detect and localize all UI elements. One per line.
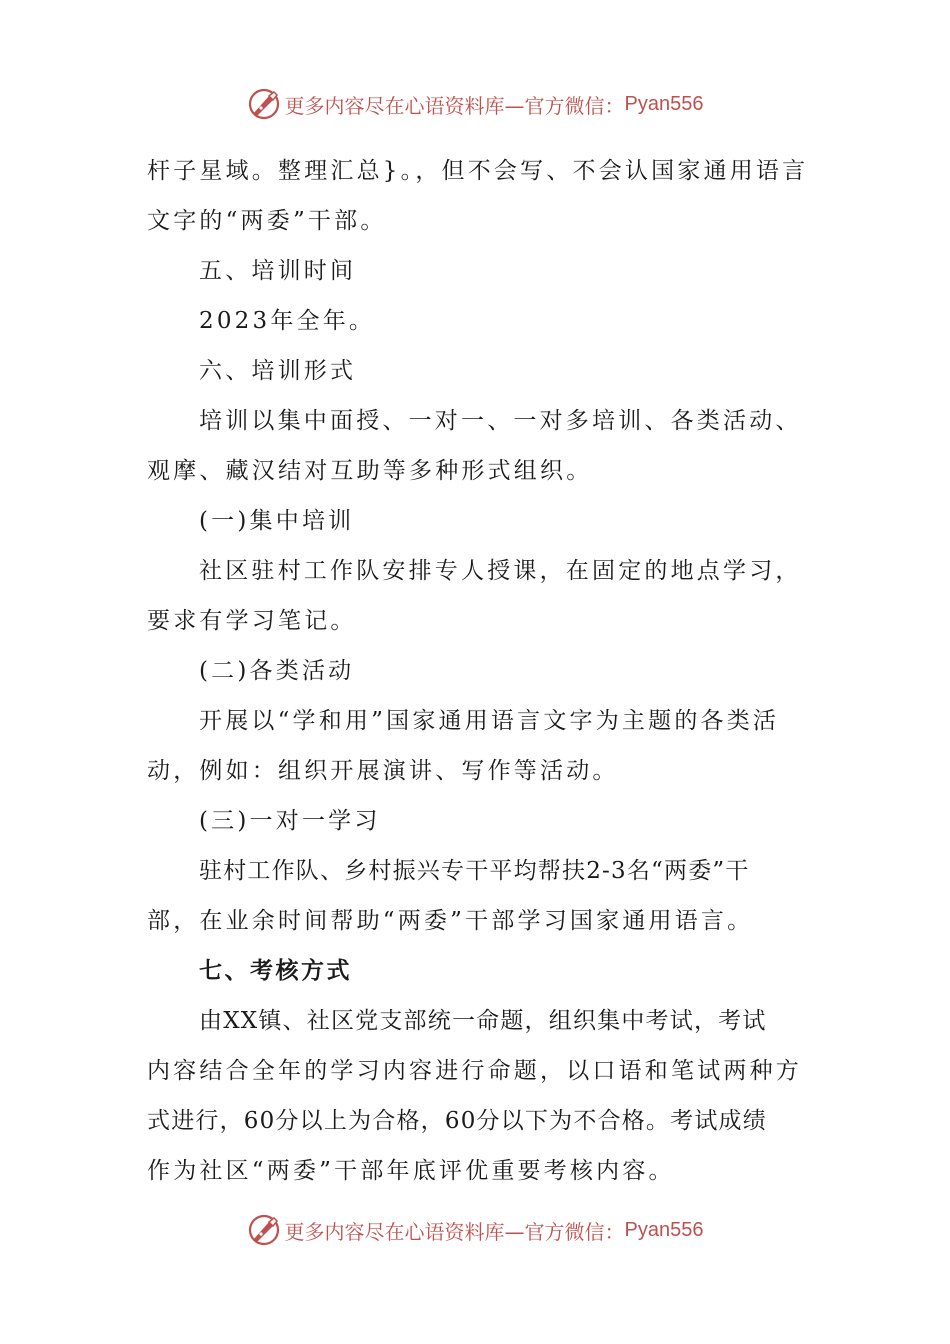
watermark-text: 更多内容尽在心语资料库—官方微信： xyxy=(284,93,625,118)
pen-nib-circle-icon xyxy=(247,1213,281,1247)
body-line: 驻村工作队、乡村振兴专干平均帮扶2-3名“两委”干 xyxy=(199,858,750,884)
footer-watermark xyxy=(0,1210,950,1250)
body-line: 社区驻村工作队安排专人授课，在固定的地点学习， xyxy=(199,558,802,584)
body-line: 2023年全年。 xyxy=(199,308,376,334)
subsection-heading-centralized: (一)集中培训 xyxy=(199,508,355,534)
watermark-wechat-id: Pyan556 xyxy=(624,1218,704,1241)
watermark-wechat-id: Pyan556 xyxy=(624,92,704,115)
body-line: 要求有学习笔记。 xyxy=(147,608,357,634)
body-line: 开展以“学和用”国家通用语言文字为主题的各类活 xyxy=(199,708,780,734)
body-line: 文字的“两委”干部。 xyxy=(147,208,387,234)
body-line: 动，例如：组织开展演讲、写作等活动。 xyxy=(147,758,619,784)
section-heading-training-form: 六、培训形式 xyxy=(199,358,357,384)
subsection-heading-activities: (二)各类活动 xyxy=(199,658,355,684)
body-line: 由XX镇、社区党支部统一命题，组织集中考试，考试 xyxy=(199,1008,767,1034)
watermark-text: 更多内容尽在心语资料库—官方微信： xyxy=(284,1219,625,1244)
pen-nib-circle-icon xyxy=(247,87,281,121)
body-line: 杆子星域。整理汇总}。，但不会写、不会认国家通用语言 xyxy=(147,158,809,184)
body-line: 部，在业余时间帮助“两委”干部学习国家通用语言。 xyxy=(147,908,754,934)
header-watermark xyxy=(0,84,950,124)
subsection-heading-one-on-one: (三)一对一学习 xyxy=(199,808,381,834)
body-line: 培训以集中面授、一对一、一对多培训、各类活动、 xyxy=(199,408,802,434)
section-heading-assessment: 七、考核方式 xyxy=(199,958,352,984)
body-line: 内容结合全年的学习内容进行命题，以口语和笔试两种方 xyxy=(147,1058,802,1084)
body-line: 作为社区“两委”干部年底评优重要考核内容。 xyxy=(147,1158,675,1184)
body-line: 观摩、藏汉结对互助等多种形式组织。 xyxy=(147,458,593,484)
section-heading-training-time: 五、培训时间 xyxy=(199,258,357,284)
body-line: 式进行，60分以上为合格，60分以下为不合格。考试成绩 xyxy=(147,1108,767,1134)
document-body xyxy=(147,146,807,1196)
